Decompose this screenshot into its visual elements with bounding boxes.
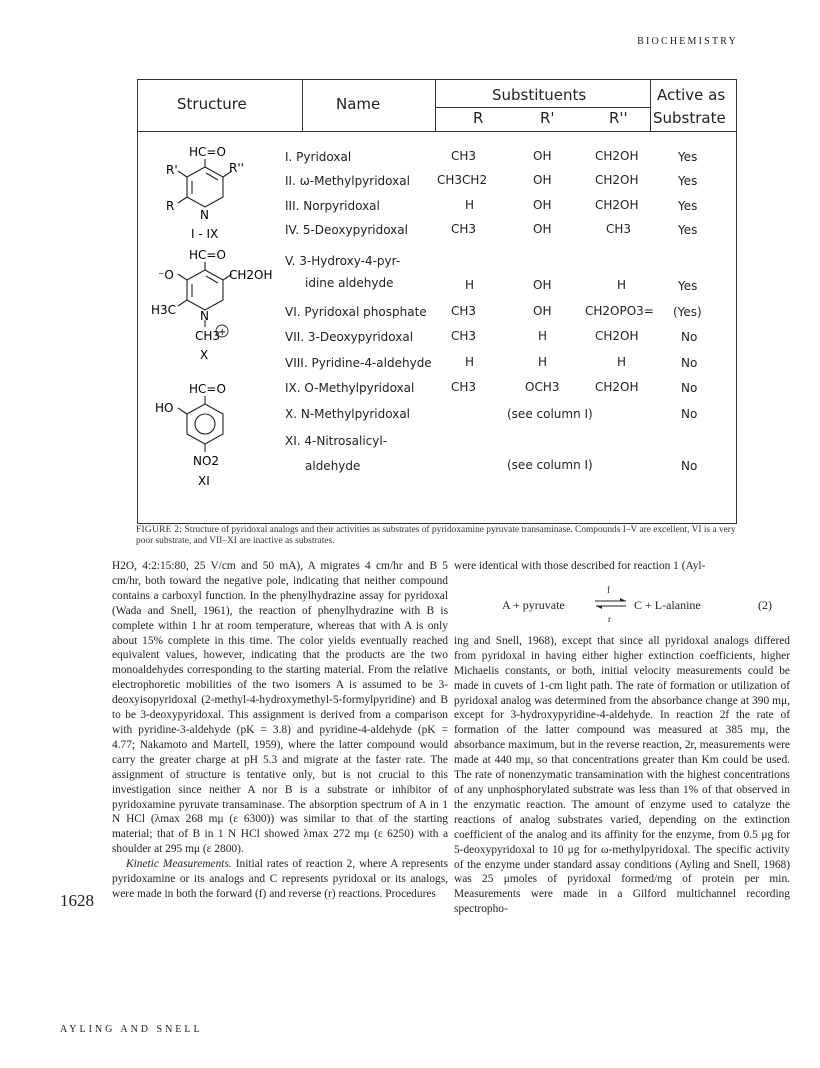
cell-active: No — [681, 407, 698, 421]
cell-r2: CH2OH — [595, 149, 639, 163]
cell-r: CH3 — [451, 329, 477, 343]
cell-active: Yes — [678, 199, 698, 213]
cell-active: Yes — [678, 174, 698, 188]
struct2-ch3: CH3 — [195, 329, 221, 343]
cell-r2: H — [617, 278, 627, 292]
cell-r1: OH — [533, 278, 552, 292]
cell-r2: CH2OPO3= — [585, 304, 654, 318]
struct2-h3c: H3C — [151, 303, 177, 317]
right-paragraph-1: were identical with those described for reaction 1 (Ayl- — [454, 560, 706, 572]
header-substituents: Substituents — [492, 86, 587, 104]
cell-r: H — [465, 278, 475, 292]
right-paragraph-2: ing and Snell, 1968), except that since all pyridoxal analogs differed from pyridoxal in having either higher extinction coefficients, higher Michaelis constants, or both, initial velocity measurements could be made in cuvets of 1-cm light path. The rate of formation or utilization of pyridoxal analog was determined from the absorbance change at 390 mμ, except for 3-hydroxypyridine-4-aldehyde. In reaction 2f the rate of formation of the latter compound was measured at 385 mμ, the absorbance maximum, but in the reverse reaction, 2r, measurements were made at 440 mμ, so that concentrations greater than Km could be used. The rate of nonenzymatic transamination with the highest concentrations of any unphosphorylated substrate was less than 1% of that observed in the enzymatic reaction. The amount of enzyme used to catalyze the reactions of analog substrates varied, depending on the extinction coefficient of the analog and its affinity for the enzyme, from 0.5 μg for 5-deoxypyridoxal to 10 μg for ω-methylpyridoxal. The specific activity of the enzyme under standard assay conditions (Ayling and Snell, 1968) was 25 μmoles of pyridoxal formed/mg of protein per min. Measurements were made in a Gilford multichannel recording spectropho- — [454, 634, 790, 916]
cell-active: No — [681, 381, 698, 395]
section-heading-kinetic: Kinetic Measurements. — [126, 858, 232, 871]
equation-forward-label: f — [607, 584, 610, 595]
cell-r1: H — [538, 355, 548, 369]
caption-text: Structure of pyridoxal analogs and their activities as substrates of pyridoxamine pyruvate transaminase. Compounds I–V are excellent, VI is a very poor substrate, and VII–XI are inactive as substrates. — [136, 525, 736, 546]
row-name: VIII. Pyridine-4-aldehyde — [285, 356, 432, 370]
row-name: VI. Pyridoxal phosphate — [285, 305, 427, 319]
cell-r: CH3 — [451, 304, 477, 318]
cell-r: CH3 — [451, 222, 477, 236]
cell-r2: CH2OH — [595, 329, 639, 343]
header-r1: R' — [540, 109, 555, 127]
row-name: II. ω-Methylpyridoxal — [285, 174, 410, 188]
row-name: III. Norpyridoxal — [285, 199, 380, 213]
left-column — [112, 559, 448, 902]
equilibrium-arrows-icon — [594, 597, 628, 611]
pyridine-ring-1 — [178, 159, 232, 207]
col-divider — [435, 79, 436, 131]
row-name: I. Pyridoxal — [285, 150, 352, 164]
struct1-label: I - IX — [191, 227, 219, 241]
left-paragraph-2-text: Initial rates of reaction 2, where A represents pyridoxamine or its analogs and C represents pyridoxal or its analogs, were made in both the forward (f) and reverse (r) reactions. Procedures — [112, 858, 448, 900]
caption-figure-label: FIGURE 2: — [136, 525, 183, 535]
equation-2 — [454, 574, 790, 634]
cell-r2: CH2OH — [595, 198, 639, 212]
cell-r: H — [465, 198, 475, 212]
cell-r1: OH — [533, 149, 552, 163]
struct1-r2: R'' — [229, 161, 244, 175]
benzene-ring-3 — [178, 396, 223, 452]
substituents-rule — [435, 107, 650, 108]
row-name: IV. 5-Deoxypyridoxal — [285, 223, 408, 237]
equation-right: C + L-alanine — [634, 597, 701, 612]
cell-r1: OH — [533, 304, 552, 318]
right-column — [454, 559, 790, 917]
struct2-n: N — [200, 309, 209, 323]
cell-active: No — [681, 459, 698, 473]
left-paragraph-1: H2O, 4:2:15:80, 25 V/cm and 50 mA), A migrates 4 cm/hr and B 5 cm/hr, both toward the negative pole, indicating that neither compound contains a carboxyl function. In the phenylhydrazine assay for pyridoxal (Wada and Snell, 1961), the reaction of phenylhydrazine with B is complete within 1 hr at room temperature, whereas that with A is only about 15% complete in this time. The color yields eventually reached equivalent values, however, indicating that the products are the two monoaldehydes corresponding to the starting material. From the relative electrophoretic mobilities of the two isomers A is assumed to be 3-deoxyisopyridoxal (2-methyl-4-hydroxymethyl-5-formylpyridine) and B to be 3-deoxypyridoxal. This assignment is derived from a comparison with pyridine-3-aldehyde (pK = 3.8) and pyridine-4-aldehyde (pK = 4.77; Nakamoto and Martell, 1959), where the latter compound would carry the greater charge at pH 5.3 and migrate at the faster rate. The assignment of structure is tentative only, but is not crucial to this investigation since neither A nor B is a substrate or inhibitor of pyridoxamine pyruvate transaminase. The absorption spectrum of A in 1 N HCl (λmax 268 mμ (ε 6300)) was similar to that of the starting material; that of B in 1 N HCl showed λmax 272 mμ (ε 6250) with a shoulder at 295 mμ (ε 2800). — [112, 560, 448, 856]
header-r2: R'' — [609, 109, 628, 127]
cell-r1: OH — [533, 222, 552, 236]
struct1-n: N — [200, 208, 209, 222]
cell-active: Yes — [678, 223, 698, 237]
struct3-ho: HO — [155, 401, 174, 415]
footer-authors: AYLING AND SNELL — [60, 1024, 203, 1035]
struct3-label: XI — [198, 474, 210, 488]
cell-active: Yes — [678, 279, 698, 293]
cell-r1: OCH3 — [525, 380, 560, 394]
row-name: X. N-Methylpyridoxal — [285, 407, 411, 421]
journal-header: BIOCHEMISTRY — [637, 36, 738, 47]
cell-active: Yes — [678, 150, 698, 164]
equation-number: (2) — [758, 597, 772, 612]
header-r: R — [473, 109, 484, 127]
cell-r2: H — [617, 355, 627, 369]
left-paragraph-2 — [112, 857, 448, 902]
figure-caption — [136, 525, 736, 547]
row-name: VII. 3-Deoxypyridoxal — [285, 330, 414, 344]
cell-r1: OH — [533, 198, 552, 212]
equation-reverse-label: r — [608, 613, 611, 624]
cell-r2: CH2OH — [595, 380, 639, 394]
struct1-r1: R' — [166, 163, 178, 177]
struct2-oxide: ⁻O — [158, 268, 174, 282]
struct2-label: X — [200, 348, 209, 362]
col-divider — [650, 79, 651, 131]
header-divider — [137, 131, 737, 132]
page-number: 1628 — [60, 891, 94, 910]
cell-active: No — [681, 330, 698, 344]
col-divider — [302, 79, 303, 131]
cell-r: CH3 — [451, 149, 477, 163]
cell-active: No — [681, 356, 698, 370]
row-name-cont: aldehyde — [305, 459, 361, 473]
struct1-r: R — [166, 199, 175, 213]
cell-r1: H — [538, 329, 548, 343]
struct2-plus: + — [218, 327, 227, 338]
cell-see-column: (see column I) — [507, 407, 593, 421]
row-name: XI. 4-Nitrosalicyl- — [285, 434, 388, 448]
cell-see-column: (see column I) — [507, 458, 593, 472]
header-substrate: Substrate — [653, 109, 726, 127]
header-structure: Structure — [177, 95, 247, 113]
figure-table — [137, 79, 737, 524]
cell-r: CH3 — [451, 380, 477, 394]
struct3-aldehyde: HC=O — [189, 382, 226, 396]
struct1-aldehyde: HC=O — [189, 145, 226, 159]
cell-r2: CH2OH — [595, 173, 639, 187]
row-name-cont: idine aldehyde — [305, 276, 394, 290]
cell-r1: OH — [533, 173, 552, 187]
cell-r2: CH3 — [606, 222, 632, 236]
header-active: Active as — [657, 86, 726, 104]
row-name: V. 3-Hydroxy-4-pyr- — [285, 254, 401, 268]
struct2-aldehyde: HC=O — [189, 248, 226, 262]
cell-r: CH3CH2 — [437, 173, 488, 187]
cell-r: H — [465, 355, 475, 369]
equation-left: A + pyruvate — [502, 597, 565, 612]
structure-drawings — [137, 134, 277, 519]
row-name: IX. O-Methylpyridoxal — [285, 381, 415, 395]
cell-active: (Yes) — [673, 305, 702, 319]
header-name: Name — [336, 95, 381, 113]
struct3-no2: NO2 — [193, 454, 220, 468]
struct2-ch2oh: CH2OH — [229, 268, 273, 282]
